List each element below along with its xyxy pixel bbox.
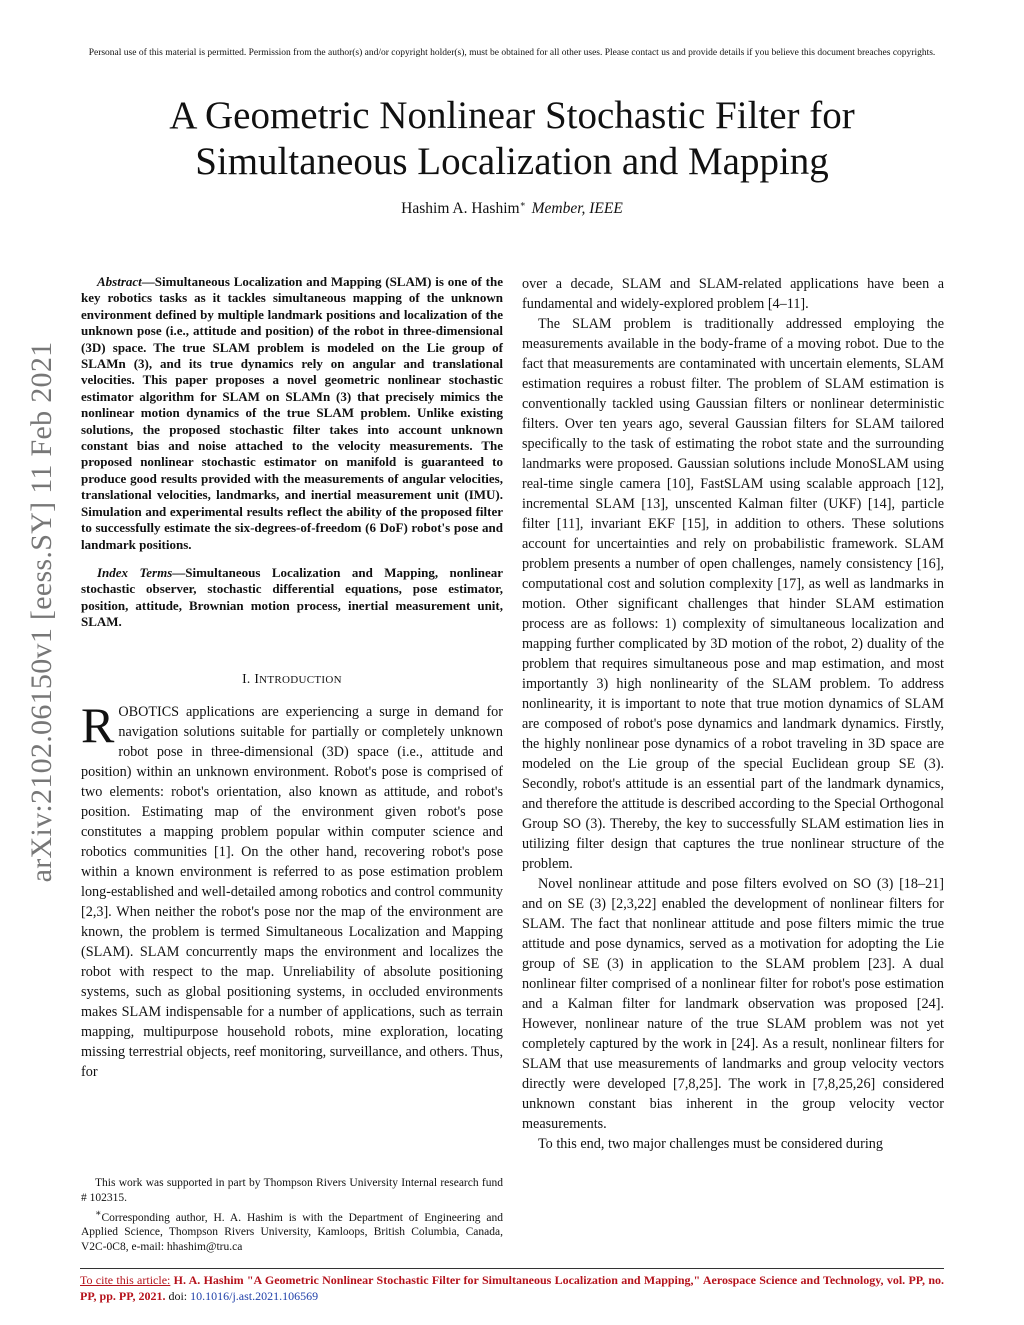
- author-name: Hashim A. Hashim: [401, 200, 520, 218]
- abstract-text: —Simultaneous Localization and Mapping (SLAM) is one of the key robotics tasks as it tackles simultaneous mapping of the unknown environment defined by multiple landmark positions and localization of the unknown pose (i.e., attitude and position) of the robot in three-dimensional (3D) space. The true SLAM problem is modeled on the Lie group of SLAMn (3), and its true dynamics rely on angular and translational velocities. This paper proposes a novel geometric nonlinear stochastic estimator algorithm for SLAM on SLAMn (3) that precisely mimics the nonlinear motion dynamics of the true SLAM problem. Unlike existing solutions, the proposed stochastic filter takes into account unknown constant bias and noise attached to the velocity measurements. The proposed nonlinear stochastic estimator on manifold is guaranteed to produce good results provided with the measurements of angular velocities, translational velocities, landmarks, and inertial measurement unit (IMU). Simulation and experimental results reflect the ability of the proposed filter to successfully estimate the six-degrees-of-freedom (6 DoF) robot's pose and landmark positions.: [81, 274, 503, 552]
- copyright-notice: Personal use of this material is permitted. Permission from the author(s) and/or copyright holder(s), must be obtained for all other uses. Please contact us and provide details if you believe this document breaches copyrights.: [88, 48, 936, 58]
- abstract: [81, 274, 503, 553]
- intro-paragraph-1: [81, 696, 503, 1082]
- section-title-first: I: [254, 670, 260, 686]
- right-column: [522, 274, 944, 1154]
- footnote-funding: This work was supported in part by Thompson Rivers University Internal research fund # 102315.: [81, 1177, 503, 1204]
- intro-paragraph-1-text: OBOTICS applications are experiencing a surge in demand for navigation solutions suitable for partially or completely unknown robot pose in three-dimensional (3D) space (i.e., attitude and position) within an unknown environment. Robot's pose is comprised of two elements: robot's orientation, also known as attitude, and robot's position. Estimating map of the environment given robot's pose constitutes a mapping problem popular within computer science and robotics communities [1]. On the other hand, recovering robot's pose within a known environment is referred to as pose estimation problem long-established and well-detailed among robotics and control community [2,3]. When neither the robot's pose nor the map of the environment are known, the problem is termed Simultaneous Localization and Mapping (SLAM). SLAM concurrently maps the environment and localizes the robot with respect to the map. Unreliability of absolute positioning systems, such as global positioning systems, in occluded environments makes SLAM indispensable for a number of applications, such as terrain mapping, multipurpose household robots, mine exploration, locating missing terrestrial objects, reef monitoring, surveillance, and others. Thus, for: [81, 703, 503, 1080]
- section-heading-introduction: [81, 669, 503, 690]
- drop-cap: R: [81, 696, 115, 753]
- doi-link[interactable]: 10.1016/j.ast.2021.106569: [190, 1289, 319, 1303]
- citation-bar: [80, 1268, 944, 1304]
- index-terms-lead: Index Terms: [97, 564, 173, 580]
- paper-title-line-2: Simultaneous Localization and Mapping: [195, 140, 829, 183]
- footnotes: [81, 1176, 503, 1256]
- citation-reference: H. A. Hashim "A Geometric Nonlinear Stochastic Filter for Simultaneous Localization and Mapping," Aerospace Science and Technology, vol. PP, no. PP, pp. PP, 2021.: [80, 1273, 944, 1303]
- author-corresponding-mark: ∗: [519, 199, 526, 209]
- right-paragraph-0: over a decade, SLAM and SLAM-related applications have been a fundamental and widely-explored problem [4–11].: [522, 276, 944, 312]
- citation-divider: [80, 1268, 944, 1269]
- author-role: Member, IEEE: [531, 200, 623, 218]
- paper-title: [80, 93, 944, 185]
- doi-label: doi:: [168, 1289, 188, 1303]
- section-title-rest: NTRODUCTION: [259, 673, 342, 686]
- index-terms-text: —Simultaneous Localization and Mapping, nonlinear stochastic observer, stochastic differential equations, pose estimator, position, attitude, Brownian motion process, inertial measurement unit, SLAM.: [81, 564, 503, 630]
- right-paragraph-3: To this end, two major challenges must be considered during: [538, 1136, 883, 1152]
- index-terms: [81, 565, 503, 631]
- section-number: I.: [242, 670, 251, 686]
- footnote-corresponding-text: Corresponding author, H. A. Hashim is with the Department of Engineering and Applied Science, Thompson Rivers University, Kamloops, British Columbia, Canada, V2C-0C8, e-mail: hhashim@tru.ca: [81, 1211, 503, 1253]
- citation-label: To cite this article:: [80, 1273, 171, 1287]
- right-paragraph-1: The SLAM problem is traditionally addressed employing the measurements available in the body-frame of a moving robot. Due to the fact that measurements are contaminated with uncertain elements, SLAM estimation requires a robust filter. The problem of SLAM estimation is conventionally tackled using Gaussian filters or nonlinear deterministic filters. Over ten years ago, several Gaussian filters for SLAM tailored specifically to the task of estimating the robot state and the surrounding landmarks were proposed. Gaussian solutions include MonoSLAM using real-time single camera [10], FastSLAM using scalable approach [12], incremental SLAM [13], unscented Kalman filter (UKF) [14], particle filter [11], invariant EKF [15], in addition to others. These solutions account for uncertainties and rely on probabilistic framework. SLAM problem presents a number of open challenges, namely consistency [16], computational cost and solution complexity [17], as well as landmarks in motion. Other significant challenges that hinder SLAM estimation process are as follows: 1) complexity of simultaneous localization and mapping further complicated by 3D motion of the robot, 2) duality of the problem that requires simultaneous pose and map estimation, and most importantly 3) high nonlinearity of the SLAM problem. To address nonlinearity, it is important to note that true motion dynamics of SLAM are composed of robot's pose dynamics and landmark dynamics. Firstly, the highly nonlinear pose dynamics of a robot traveling in 3D space are modeled on the Lie group of the special Euclidean group SE (3). Secondly, robot's attitude is an essential part of the landmark dynamics, and therefore the attitude is described according to the Special Orthogonal Group SO (3). Thereby, the key to successfully SLAM estimation lies in utilizing filter design that captures the true nonlinear structure of the problem.: [522, 316, 944, 872]
- right-paragraph-2: Novel nonlinear attitude and pose filters evolved on SO (3) [18–21] and on SE (3) [2,3,22] enabled the development of nonlinear filters for SLAM. The fact that nonlinear attitude and pose filters mimic the true attitude and pose dynamics, served as a motivation for adopting the Lie group of SE (3) in application to the SLAM problem [23]. A dual nonlinear filter comprised of a nonlinear filter for robot's pose estimation and a Kalman filter for landmark observation was proposed [24]. However, nonlinear nature of the true SLAM problem was not yet completely captured by the work in [24]. As a result, nonlinear filters for SLAM that use measurements of landmarks and group velocity vectors directly were developed [7,8,25]. The work in [7,8,25,26] considered unknown constant bias inherent in the group velocity vector measurements.: [522, 876, 944, 1132]
- footnote-mark: ∗: [95, 1208, 102, 1219]
- abstract-lead: Abstract: [97, 274, 142, 289]
- arxiv-watermark: arXiv:2102.06150v1 [eess.SY] 11 Feb 2021: [25, 341, 58, 883]
- paper-title-line-1: A Geometric Nonlinear Stochastic Filter for: [169, 94, 855, 137]
- author-line: [80, 199, 944, 218]
- left-column: [81, 274, 503, 1082]
- footnote-corresponding: [81, 1207, 503, 1254]
